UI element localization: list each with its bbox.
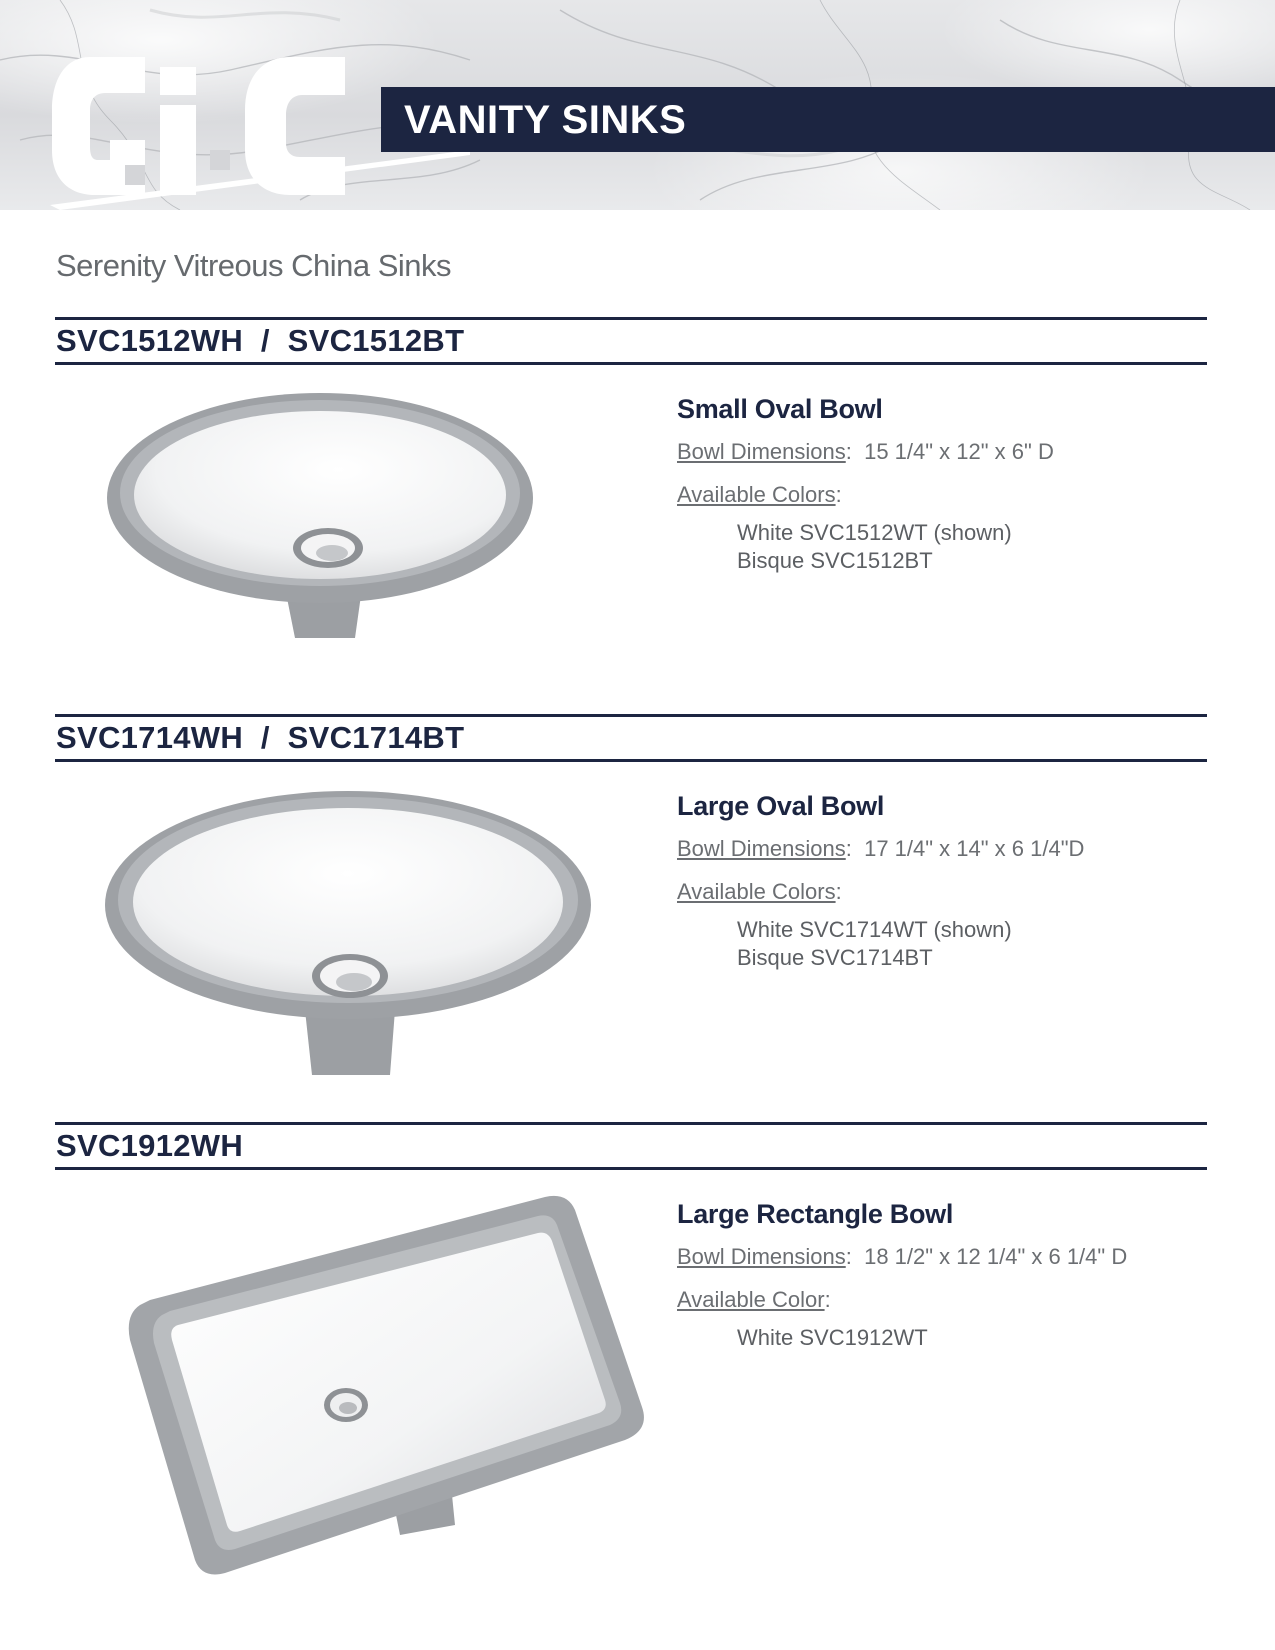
section-rule-top xyxy=(55,1122,1207,1125)
dimensions-label: Bowl Dimensions xyxy=(677,836,846,861)
available-colors: Available Color: xyxy=(677,1287,831,1312)
bowl-dimensions: Bowl Dimensions: 18 1/2" x 12 1/4" x 6 1/4" D xyxy=(677,1244,1128,1269)
colors-label: Available Colors xyxy=(677,879,836,904)
color-option: White SVC1912WT xyxy=(737,1325,928,1350)
colors-label: Available Color xyxy=(677,1287,825,1312)
dimensions-label: Bowl Dimensions xyxy=(677,1244,846,1269)
available-colors: Available Colors: xyxy=(677,879,842,904)
available-colors: Available Colors: xyxy=(677,482,842,507)
bowl-name: Large Rectangle Bowl xyxy=(677,1199,954,1229)
bowl-name: Large Oval Bowl xyxy=(677,791,885,821)
bowl-name: Small Oval Bowl xyxy=(677,394,883,424)
bowl-dimensions: Bowl Dimensions: 17 1/4" x 14" x 6 1/4"D xyxy=(677,836,1085,861)
colors-label: Available Colors xyxy=(677,482,836,507)
dimensions-value: 17 1/4" x 14" x 6 1/4"D xyxy=(864,836,1085,861)
section-rule-bottom xyxy=(55,759,1207,762)
catalog-subtitle: Serenity Vitreous China Sinks xyxy=(56,248,452,283)
dimensions-value: 15 1/4" x 12" x 6" D xyxy=(864,439,1054,464)
model-number: SVC1512WH / SVC1512BT xyxy=(56,323,465,358)
color-option: Bisque SVC1714BT xyxy=(737,945,933,970)
section-rule-bottom xyxy=(55,1167,1207,1170)
bowl-dimensions: Bowl Dimensions: 15 1/4" x 12" x 6" D xyxy=(677,439,1054,464)
section-rule-bottom xyxy=(55,362,1207,365)
section-rule-top xyxy=(55,317,1207,320)
section-rule-top xyxy=(55,714,1207,717)
large-rectangle-sink-image xyxy=(120,1195,660,1580)
color-option: White SVC1714WT (shown) xyxy=(737,917,1012,942)
model-number: SVC1714WH / SVC1714BT xyxy=(56,720,465,755)
small-oval-sink-image xyxy=(100,393,540,643)
page-title: VANITY SINKS xyxy=(404,98,687,142)
dimensions-value: 18 1/2" x 12 1/4" x 6 1/4" D xyxy=(864,1244,1128,1269)
color-option: Bisque SVC1512BT xyxy=(737,548,933,573)
large-oval-sink-image xyxy=(100,790,595,1080)
color-option: White SVC1512WT (shown) xyxy=(737,520,1012,545)
page-header xyxy=(0,0,1275,210)
model-number: SVC1912WH xyxy=(56,1128,244,1163)
dimensions-label: Bowl Dimensions xyxy=(677,439,846,464)
